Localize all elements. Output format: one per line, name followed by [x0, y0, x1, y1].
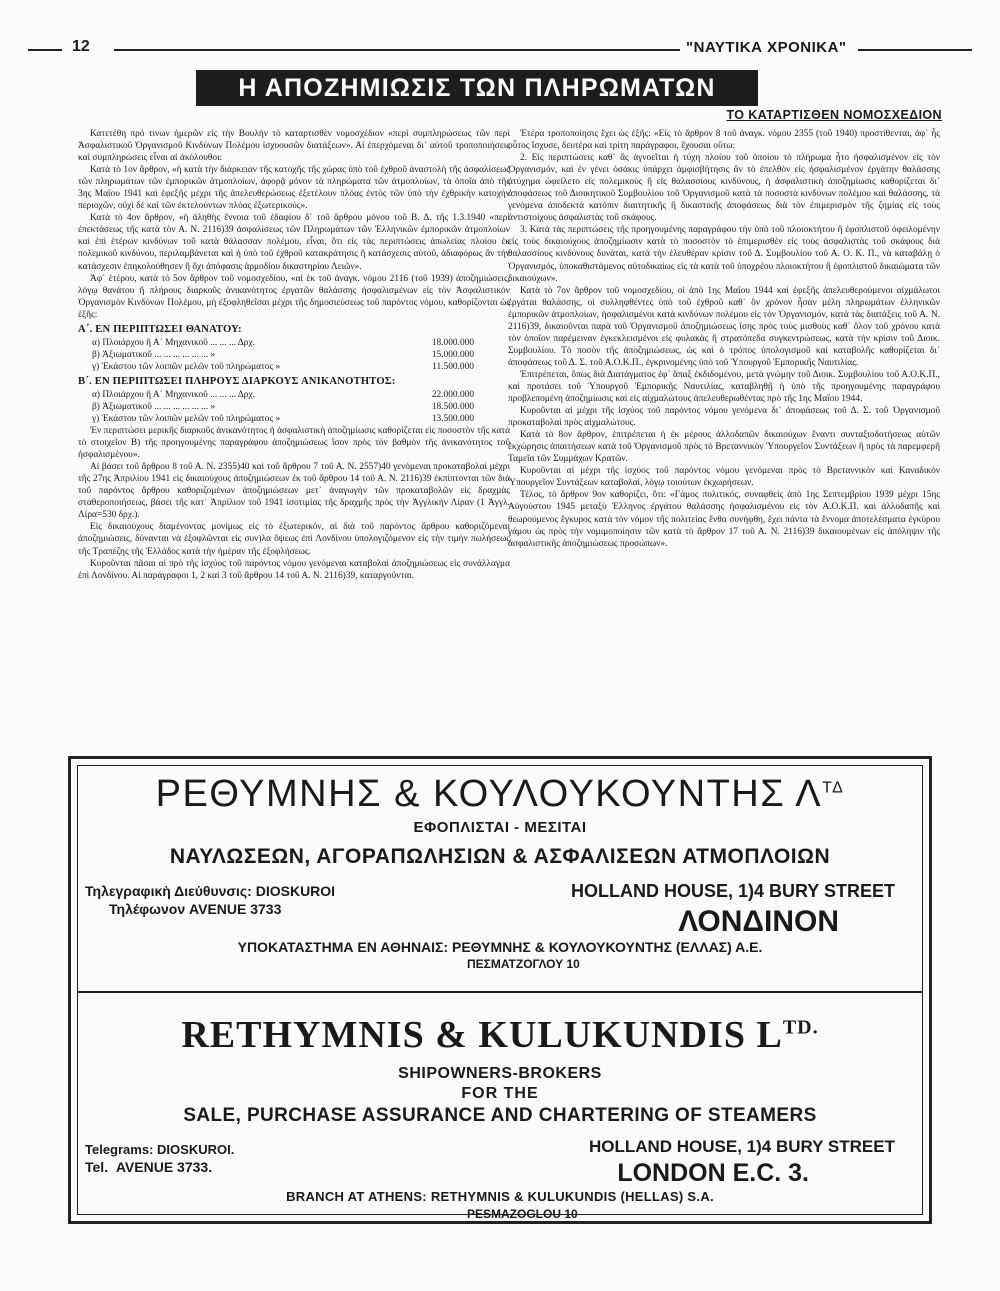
ad-english-firm-name: [71, 1013, 929, 1057]
compensation-label: γ) Ἑκάστου τῶν λοιπῶν μελῶν τοῦ πληρώματος »: [92, 413, 281, 424]
compensation-amount: 13.500.000: [431, 413, 474, 424]
compensation-amount: 18.000.000: [431, 337, 474, 348]
shipping-company-advertisement: [68, 756, 932, 1224]
compensation-label: γ) Ἑκάστου τῶν λοιπῶν μελῶν τοῦ πληρώματος »: [92, 361, 281, 372]
compensation-heading-death: Α΄. ΕΝ ΠΕΡΙΠΤΩΣΕΙ ΘΑΝΑΤΟΥ:: [78, 323, 242, 335]
ad-greek-branch: ΥΠΟΚΑΤΑΣΤΗΜΑ ΕΝ ΑΘΗΝΑΙΣ: ΡΕΘΥΜΝΗΣ & ΚΟΥΛΟΥΚΟΥΝΤΗΣ (ΕΛΛΑΣ) Α.Ε.: [237, 939, 763, 955]
firm-name-suffix: TD.: [782, 1016, 819, 1039]
telegrams-label: Telegrams:: [85, 1142, 154, 1157]
ad-english-branch-address: PESMAZOGLOU 10: [467, 1207, 578, 1221]
compensation-row: [78, 337, 510, 349]
firm-name-text: RETHYMNIS & KULUKUNDIS L: [181, 1014, 783, 1056]
article-column-left: [78, 128, 510, 752]
article-title: Η ΑΠΟΖΗΜΙΩΣΙΣ ΤΩΝ ΠΛΗΡΩΜΑΤΩΝ: [196, 70, 758, 106]
compensation-label: β) Ἀξιωματικοῦ ... ... ... ... ... ... »: [92, 401, 216, 412]
compensation-row: [78, 361, 510, 373]
header-rule: [114, 49, 680, 51]
ad-greek-address: HOLLAND HOUSE, 1)4 BURY STREET: [570, 881, 895, 901]
compensation-label: α) Πλοιάρχου ἢ Α΄ Μηχανικοῦ ... ... ... Δρχ.: [92, 389, 255, 400]
page-number: 12: [72, 38, 90, 55]
article-paragraph: Εἰς δικαιούχους διαμένοντας μονίμως εἰς τὸ ἐξωτερικόν, αἱ διὰ τοῦ παρόντος ἄρθρου καθοριζόμεναι ἀποζημιώσεις, δύνανται νὰ ἐξοφλῶνται εἰς συν)λα ὄψεως ἐπὶ Λονδίνου ὑπολογιζόμενον εἰς τὴν τιμὴν πωλήσεως τῆς Τραπέζης τῆς Ἑλλάδος κατὰ τὴν ἡμέραν τῆς ἐξοφλήσεως.: [78, 522, 510, 557]
ad-greek-firm-name: [71, 773, 929, 816]
article-column-right: [508, 128, 940, 752]
ad-greek-branch-address: ΠΕΣΜΑΤΖΟΓΛΟΥ 10: [467, 957, 580, 971]
ad-greek-phone: [109, 901, 281, 917]
ad-english-address: HOLLAND HOUSE, 1)4 BURY STREET: [588, 1137, 895, 1156]
ad-english-roles: SHIPOWNERS-BROKERS: [398, 1065, 602, 1082]
ad-english-phone: [85, 1159, 212, 1175]
article-paragraph: Ἑτέρα τροποποίησις ἔχει ὡς ἑξῆς: «Εἰς τὸ ἄρθρον 8 τοῦ ἀναγκ. νόμου 2355 (τοῦ 1940) προστίθενται, ἀφ᾽ ἧς οὗτος ἴσχυσε, δευτέρα καὶ τρίτη παράγραφοι, ἔχουσαι οὕτω:: [508, 129, 940, 152]
ad-english-city: LONDON E.C. 3.: [617, 1159, 809, 1187]
compensation-row: [78, 413, 510, 425]
telegraph-label: Τηλεγραφικὴ Διεύθυνσις:: [85, 883, 252, 899]
phone-label: Τηλέφωνον: [109, 901, 186, 917]
article-paragraph: Κυροῦνται αἱ μέχρι τῆς ἰσχύος τοῦ παρόντος νόμου γενόμεναι πρὸς τὸ Βρεταννικὸν καὶ Καναδικὸν Ὑπουργεῖον Συντάξεων καταβολαί, λόγῳ τοιούτων ἐκχωρήσεων.: [508, 466, 940, 489]
article-paragraph: Κατὰ τὸ 8ον ἄρθρον, ἐπιτρέπεται ἡ ἐκ μέρους ἀλλοδαπῶν δικαιούχων ἔναντι συνταξιοδοτήσεως αὐτῶν ἐκχώρησις ἀπαιτήσεων κατὰ τοῦ Ὀργανισμοῦ πρὸς τὸ Βρεταννικὸν Ὑπουργεῖον Συντάξεων ἢ πρὸς τὰ παρεμφερῆ Ταμεῖα τῶν Συμμάχων Κρατῶν.: [508, 430, 940, 465]
ad-english-for: FOR THE: [461, 1085, 539, 1102]
article-paragraph: Ἀφ᾽ ἑτέρου, κατὰ τὸ 5ον ἄρθρον τοῦ νομοσχεδίου, «αἱ ἐκ τοῦ ἀναγκ. νόμου 2116 (τοῦ 1939) ἀποζημιώσεις, λόγῳ θανάτου ἢ πλήρους διαρκοῦς ἀνικανότητος ἐργατῶν θαλάσσης ἠσφαλισμένων εἰς τὸν Ἀσφαλιστικὸν Ὀργανισμὸν Κινδύνων Πολέμου, μὴ ἐξοφληθεῖσαι μέχρι τῆς δημοσιεύσεως τοῦ παρόντος νόμου, καθορίζονται ὡς ἑξῆς:: [78, 273, 510, 320]
article-paragraph: Αἱ βάσει τοῦ ἄρθρου 8 τοῦ Α. Ν. 2355)40 καὶ τοῦ ἄρθρου 7 τοῦ Α. Ν. 2557)40 γενόμεναι προκαταβολαὶ μέχρι τῆς 27ης Ἀπριλίου 1941 εἰς δικαιούχους ἀποζημιώσεων ἐκ τοῦ ἄρθρου 14 τοῦ Α. Ν. 2116)39 ἐκπίπτονται τῶν διὰ τοῦ παρόντος ἄρθρου καθοριζομένων ἀποζημιώσεων μετ᾽ ἀναγωγὴν τῶν προκαταβολῶν εἰς δραχμὰς σταθεροποιήσεως, βάσει τῆς κατ᾽ Ἀπρίλιον τοῦ 1941 ἰσοτιμίας τῆς δραχμῆς πρὸς τὴν Ἀγγλικὴν Λίραν (1 Ἀγγλ. Λίρα=530 δρχ.).: [78, 462, 510, 521]
ad-english-telegrams: [85, 1142, 234, 1157]
compensation-label: α) Πλοιάρχου ἢ Α΄ Μηχανικοῦ ... ... ... Δρχ.: [92, 337, 255, 348]
article-paragraph: Κατὰ τὸ 7ον ἄρθρον τοῦ νομοσχεδίου, οἱ ἀπὸ 1ης Μαΐου 1944 καὶ ἐφεξῆς ἀπελευθερούμενοι αἰχμάλωτοι ἐργάται θαλάσσης, οἱ συλληφθέντες ὑπὸ τοῦ ἐχθροῦ καθ᾽ ὃν χρόνον ἦσαν μέλη πληρωμάτων ἑλληνικῶν ἐμπορικῶν ἀτμοπλοίων, ἠσφαλισμένοι κατὰ κινδύνων πολέμου εἰς τὸν Ὀργανισμόν, κατὰ τὰς διατάξεις τοῦ Α. Ν. 2116)39, δικαιοῦνται παρὰ τοῦ Ὀργανισμοῦ ἀποζημιώσεως ἴσης πρὸς τοὺς μισθοὺς καθ᾽ ὅλον τοῦ χρόνου κατὰ τὸν ὁποῖον παρέμειναν ἐγκεκλεισμένοι εἰς φυλακὰς ἢ στρατόπεδα συγκεντρώσεως, κατὰ τὴν κρίσιν τοῦ Διοικ. Συμβουλίου. Τὸ ποσὸν τῆς ἀποζημιώσεως, ὡς καὶ ὁ τρόπος ὑπολογισμοῦ καὶ καταβολῆς καθορίζεται δι᾽ ἀποφάσεως τοῦ Δ. Σ. τοῦ Α.Ο.Κ.Π., ἐγκρινομένης ὑπὸ τοῦ Ὑπουργοῦ Ἐμπορικῆς Ναυτιλίας.: [508, 285, 940, 368]
article-paragraph: Ἐν περιπτώσει μερικῆς διαρκοῦς ἀνικανότητος ἡ ἀσφαλιστικὴ ἀποζημίωσις καθορίζεται εἰς ποσοστὸν τῆς κατὰ τὸ στοιχεῖον Β) τῆς προηγουμένης παραγράφου ἀποζημιώσεως ἴσον πρὸς τὸν βαθμὸν τῆς ἀνικανότητος τοῦ ἠσφαλισμένου».: [78, 426, 510, 461]
compensation-label: β) Ἀξιωματικοῦ ... ... ... ... ... ... »: [92, 349, 216, 360]
compensation-row: [78, 401, 510, 413]
article-paragraph: Ἐπιτρέπεται, ὅπως διὰ Διατάγματος ἐφ᾽ ἅπαξ ἐκδιδομένου, μετὰ γνώμην τοῦ Διοικ. Συμβουλίου τοῦ Α.Ο.Κ.Π., καὶ προτάσει τοῦ Ὑπουργοῦ Ἐμπορικῆς Ναυτιλίας, καταβληθῇ ἡ ὑπὸ τῆς προηγουμένης παραγράφου προβλεπομένη ἀποζημίωσις καὶ εἰς αἰχμαλώτους ἀπελευθερωθέντας πρὸ τῆς 1ης Μαΐου 1944.: [508, 369, 940, 405]
compensation-amount: 18.500.000: [431, 401, 474, 412]
article-paragraph: Κατὰ τὸ 1ον ἄρθρον, «ἡ κατὰ τὴν διάρκειαν τῆς κατοχῆς τῆς χώρας ὑπὸ τοῦ ἐχθροῦ ἀναστολὴ τῆς ἀσφαλίσεως τῶν πληρωμάτων τῶν ἐμπορικῶν ἀτμοπλοίων, ἀφορᾷ μόνον τὰ πληρώματα τῶν ἀτμοπλοίων, τὰ ὁποῖα ἀπὸ τῆς 3ης Μαΐου 1941 καὶ ἐφεξῆς μέχρι τῆς ἀπελευθερώσεως ἐξετέλουν πλόας ἐντὸς τῶν ὑπὸ τὴν ἐχθρικὴν κατοχὴν περιοχῶν, οὐχὶ δὲ καὶ τῶν ἐκτελούντων πλόας ἐξωτερικούς».: [78, 165, 510, 212]
ad-greek-roles: ΕΦΟΠΛΙΣΤΑΙ - ΜΕΣΙΤΑΙ: [413, 819, 587, 836]
firm-name-suffix: ΤΔ: [822, 779, 845, 797]
article-paragraph: Κατὰ τὸ 4ον ἄρθρον, «ἡ ἀληθὴς ἔννοια τοῦ ἐδαφίου δ᾽ τοῦ ἄρθρου μόνου τοῦ Β. Δ. τῆς 1.3.1940 «περὶ ἐπεκτάσεως τῆς κατὰ τὸν Α. Ν. 2116)39 ἀσφαλίσεως τῶν Πληρωμάτων τῶν Ἑλληνικῶν ἐμπορικῶν ἀτμοπλοίων καὶ ἐπὶ ἑτέρων κινδύνων τοῦ κατὰ θάλασσαν πολέμου, εἶναι, ὅτι εἰς τὰς περιπτώσεις ἀπωλείας πλοίου ἐκ πολεμικοῦ κινδύνου, περιλαμβάνεται καὶ ἡ ὑπὸ τοῦ ἐχθροῦ κατακράτησις ἢ κατάσχεσις αὐτοῦ, ἀδιαφόρως ἂν τὴν κατάσχεσιν ἐπηκολούθησεν ἢ ὄχι ἀπόφασις ἁρμοδίου δικαστηρίου Λειῶν».: [78, 213, 510, 272]
article-paragraph: Κυροῦνται αἱ μέχρι τῆς ἰσχύος τοῦ παρόντος νόμου γενόμενα δι᾽ ἀποφάσεως τοῦ Δ. Σ. τοῦ Ὀργανισμοῦ προκαταβολαὶ πρὸς αἰχμαλώτους.: [508, 406, 940, 429]
tel-label: Tel.: [85, 1159, 109, 1175]
ad-greek-business: ΝΑΥΛΩΣΕΩΝ, ΑΓΟΡΑΠΩΛΗΣΙΩΝ & ΑΣΦΑΛΙΣΕΩΝ ΑΤΜΟΠΛΟΙΩΝ: [169, 845, 831, 868]
telegraph-value: DIOSKUROI: [255, 883, 336, 899]
article-paragraph: 3. Κατὰ τὰς περιπτώσεις τῆς προηγουμένης παραγράφου τὴν ὑπὸ τοῦ πλοιοκτήτου ἢ ἐφοπλιστοῦ ὀφειλομένην εἰς τοὺς δικαιούχους ἀποζημίωσιν κατὰ τὸ ποσοστὸν τὸ ἐπιμερισθὲν εἰς τοὺς ἀσφαλιστὰς τοῦ σκάφους διὰ θαλασσίους κινδύνους δυνάται, κατὰ τὴν ἐλευθέραν κρίσιν τοῦ Δ. Συμβουλίου τοῦ Α. Ο. Κ. Π., νὰ καταβάλῃ ὁ Ὀργανισμός, ὑποκαθιστάμενος αὐτοδικαίως εἰς τὰ κατὰ τοῦ ὑποχρέου πλοιοκτήτου ἢ ἐφοπλιστοῦ δικαιώματα τῶν δικαιούχων».: [508, 225, 940, 284]
article-paragraph: Τέλος, τὸ ἄρθρον 9ον καθορίζει, ὅτι: «Γάμος πολιτικός, συναφθεὶς ἀπὸ 1ης Σεπτεμβρίου 1939 μέχρι 15ης Αὐγούστου 1945 μεταξὺ Ἑλληνος ἐργάτου θαλάσσης ἠσφαλισμένου εἰς τὸν Α.Ο.Κ.Π. καὶ ἀλλοδαπῆς καὶ θεωρούμενος ἔγκυρος κατὰ τὸν νόμον τῆς πολιτείας ἔνθα συνήφθη, ἔχει πάντα τὰ ἔννομα ἀποτελέσματα ἐγκύρου γάμου ὡς πρὸς τὴν νομιμοποίησιν τῶν κατὰ τὸ ἄρθρον 17 τοῦ Α. Ν. 2116)39 δικαιουμένων εἰς ἀπόληψιν τῆς ἀσφαλιστικῆς ἀποζημιώσεως προσώπων».: [508, 490, 940, 549]
running-header: [28, 40, 972, 60]
telegrams-value: DIOSKUROI.: [157, 1142, 235, 1157]
ad-greek-telegraph: [85, 883, 335, 899]
article-paragraph: 2. Εἰς περιπτώσεις καθ᾽ ἃς ἀγνοεῖται ἡ τύχη πλοίου τοῦ ὁποίου τὸ πλήρωμα ἦτο ἠσφαλισμένον εἰς τὸν Ὀργανισμόν, καὶ ἐν γένει ὁσάκις ὑπάρχει ἀμφισβήτησις ἂν τὸ ἐπελθὸν εἰς ἠσφαλισμένον ἐργάτην θαλάσσης ἀτύχημα ὠφείλετο εἰς πολεμικοὺς ἢ εἰς θαλασσίους κινδύνους, ἡ ἀσφαλιστικὴ ἀποζημίωσις καθορίζεται δι᾽ ἀποφάσεως τοῦ Διοικητικοῦ Συμβουλίου τοῦ Ὀργανισμοῦ κατὰ τὰ ποσοστὰ κινδύνων πολέμου καὶ θαλάσσης, τὰ γενόμενα ἀποδεκτὰ κατόπιν διαιτητικῆς ἢ δικαστικῆς ἀποφάσεως διὰ τὸν ἐπιμερισμὸν τῆς ζημίας εἰς τοὺς ἀντιστοίχους ἀσφαλιστὰς τοῦ σκάφους.: [508, 153, 940, 224]
ad-english-business: SALE, PURCHASE ASSURANCE AND CHARTERING OF STEAMERS: [183, 1105, 817, 1126]
compensation-amount: 22.000.000: [431, 389, 474, 400]
article-subtitle: ΤΟ ΚΑΤΑΡΤΙΣΘΕΝ ΝΟΜΟΣΧΕΔΙΟΝ: [726, 108, 942, 122]
firm-name-text: ΡΕΘΥΜΝΗΣ & ΚΟΥΛΟΥΚΟΥΝΤΗΣ Λ: [155, 773, 823, 815]
article-paragraph: Κυροῦνται πᾶσαι αἱ πρὸ τῆς ἰσχύος τοῦ παρόντος νόμου γενόμεναι καταβολαὶ ἀποζημιώσεως εἰς συνάλλαγμα ἐπὶ Λονδίνου. Αἱ παράγραφοι 1, 2 καὶ 3 τοῦ ἄρθρου 14 τοῦ Α. Ν. 2116)39, καταργοῦνται.: [78, 558, 510, 581]
article-paragraph: Κατετέθη πρό τινων ἡμερῶν εἰς τὴν Βουλὴν τὸ καταρτισθὲν νομοσχέδιον «περὶ συμπληρώσεως τῶν περὶ Ἀσφαλιστικοῦ Ὀργανισμοῦ Κινδύνων Πολέμου ἰσχυουσῶν διατάξεων». Αἱ ἐπερχόμεναι δι᾽ αὐτοῦ τροποποιήσεις καὶ συμπληρώσεις εἶναι αἱ ἀκόλουθοι:: [78, 129, 510, 164]
header-rule: [858, 49, 972, 51]
tel-value: AVENUE 3733.: [115, 1159, 213, 1175]
publication-name: "ΝΑΥΤΙΚΑ ΧΡΟΝΙΚΑ": [686, 39, 847, 56]
compensation-row: [78, 349, 510, 361]
compensation-amount: 11.500.000: [432, 361, 474, 372]
ad-divider: [77, 991, 923, 993]
ad-english-branch: BRANCH AT ATHENS: RETHYMNIS & KULUKUNDIS (HELLAS) S.A.: [286, 1189, 714, 1204]
compensation-row: [78, 389, 510, 401]
phone-value: AVENUE 3733: [189, 901, 282, 917]
header-rule: [28, 49, 62, 51]
ad-greek-city: ΛΟΝΔΙΝΟΝ: [678, 905, 839, 938]
compensation-amount: 15.000.000: [431, 349, 474, 360]
compensation-heading-disability: Β΄. ΕΝ ΠΕΡΙΠΤΩΣΕΙ ΠΛΗΡΟΥΣ ΔΙΑΡΚΟΥΣ ΑΝΙΚΑΝΟΤΗΤΟΣ:: [78, 375, 396, 387]
